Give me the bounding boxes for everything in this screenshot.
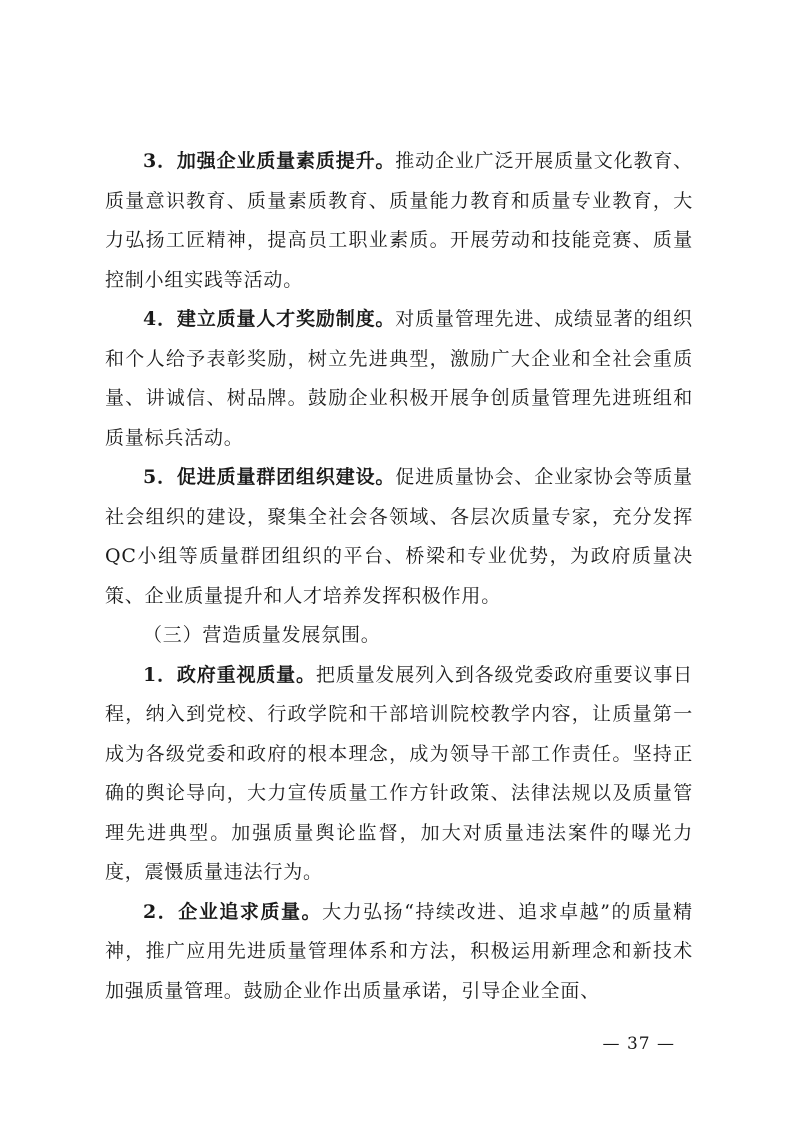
item-heading: 促进质量群团组织建设。 [176, 466, 396, 488]
paragraph-item-4 [105, 300, 693, 458]
item-heading: 企业追求质量。 [178, 900, 323, 923]
item-heading: 建立质量人才奖励制度。 [176, 308, 396, 330]
item-body: 促进质量协会、企业家协会等质量社会组织的建设，聚集全社会各领域、各层次质量专家，充分发挥QC小组等质量群团组织的平台、桥梁和专业优势，为政府质量决策、企业质量提升和人才培养发挥积极作用。 [105, 466, 693, 607]
item-body: 对质量管理先进、成绩显著的组织和个人给予表彰奖励，树立先进典型，激励广大企业和全社会重质量、讲诚信、树品牌。鼓励企业积极开展争创质量管理先进班组和质量标兵活动。 [105, 308, 693, 449]
item-number: 4． [143, 308, 177, 330]
item-number: 3． [143, 150, 177, 172]
paragraph-item-3 [105, 142, 693, 300]
section-heading: （三）营造质量发展氛围。 [143, 624, 381, 646]
item-number: 2． [143, 900, 179, 923]
item-heading: 加强企业质量素质提升。 [176, 150, 396, 172]
paragraph-item-5 [105, 458, 693, 616]
item-number: 5． [143, 466, 177, 488]
item-body: 大力弘扬“持续改进、追求卓越”的质量精神，推广应用先进质量管理体系和方法，积极运用新理念和新技术加强质量管理。鼓励企业作出质量承诺，引导企业全面、 [105, 900, 693, 1002]
item-heading: 政府重视质量。 [176, 663, 316, 686]
item-body: 推动企业广泛开展质量文化教育、质量意识教育、质量素质教育、质量能力教育和质量专业教育，大力弘扬工匠精神，提高员工职业素质。开展劳动和技能竞赛、质量控制小组实践等活动。 [105, 150, 693, 291]
page-number: — 37 — [602, 1034, 675, 1054]
item-body: 把质量发展列入到各级党委政府重要议事日程，纳入到党校、行政学院和干部培训院校教学内容，让质量第一成为各级党委和政府的根本理念，成为领导干部工作责任。坚持正确的舆论导向，大力宣传质量工作方针政策、法律法规以及质量管理先进典型。加强质量舆论监督，加大对质量违法案件的曝光力度，震慑质量违法行为。 [105, 663, 693, 883]
item-number: 1． [143, 663, 177, 686]
paragraph-item-2 [105, 893, 693, 1012]
paragraph-item-1 [105, 656, 693, 893]
document-body [105, 142, 693, 1011]
